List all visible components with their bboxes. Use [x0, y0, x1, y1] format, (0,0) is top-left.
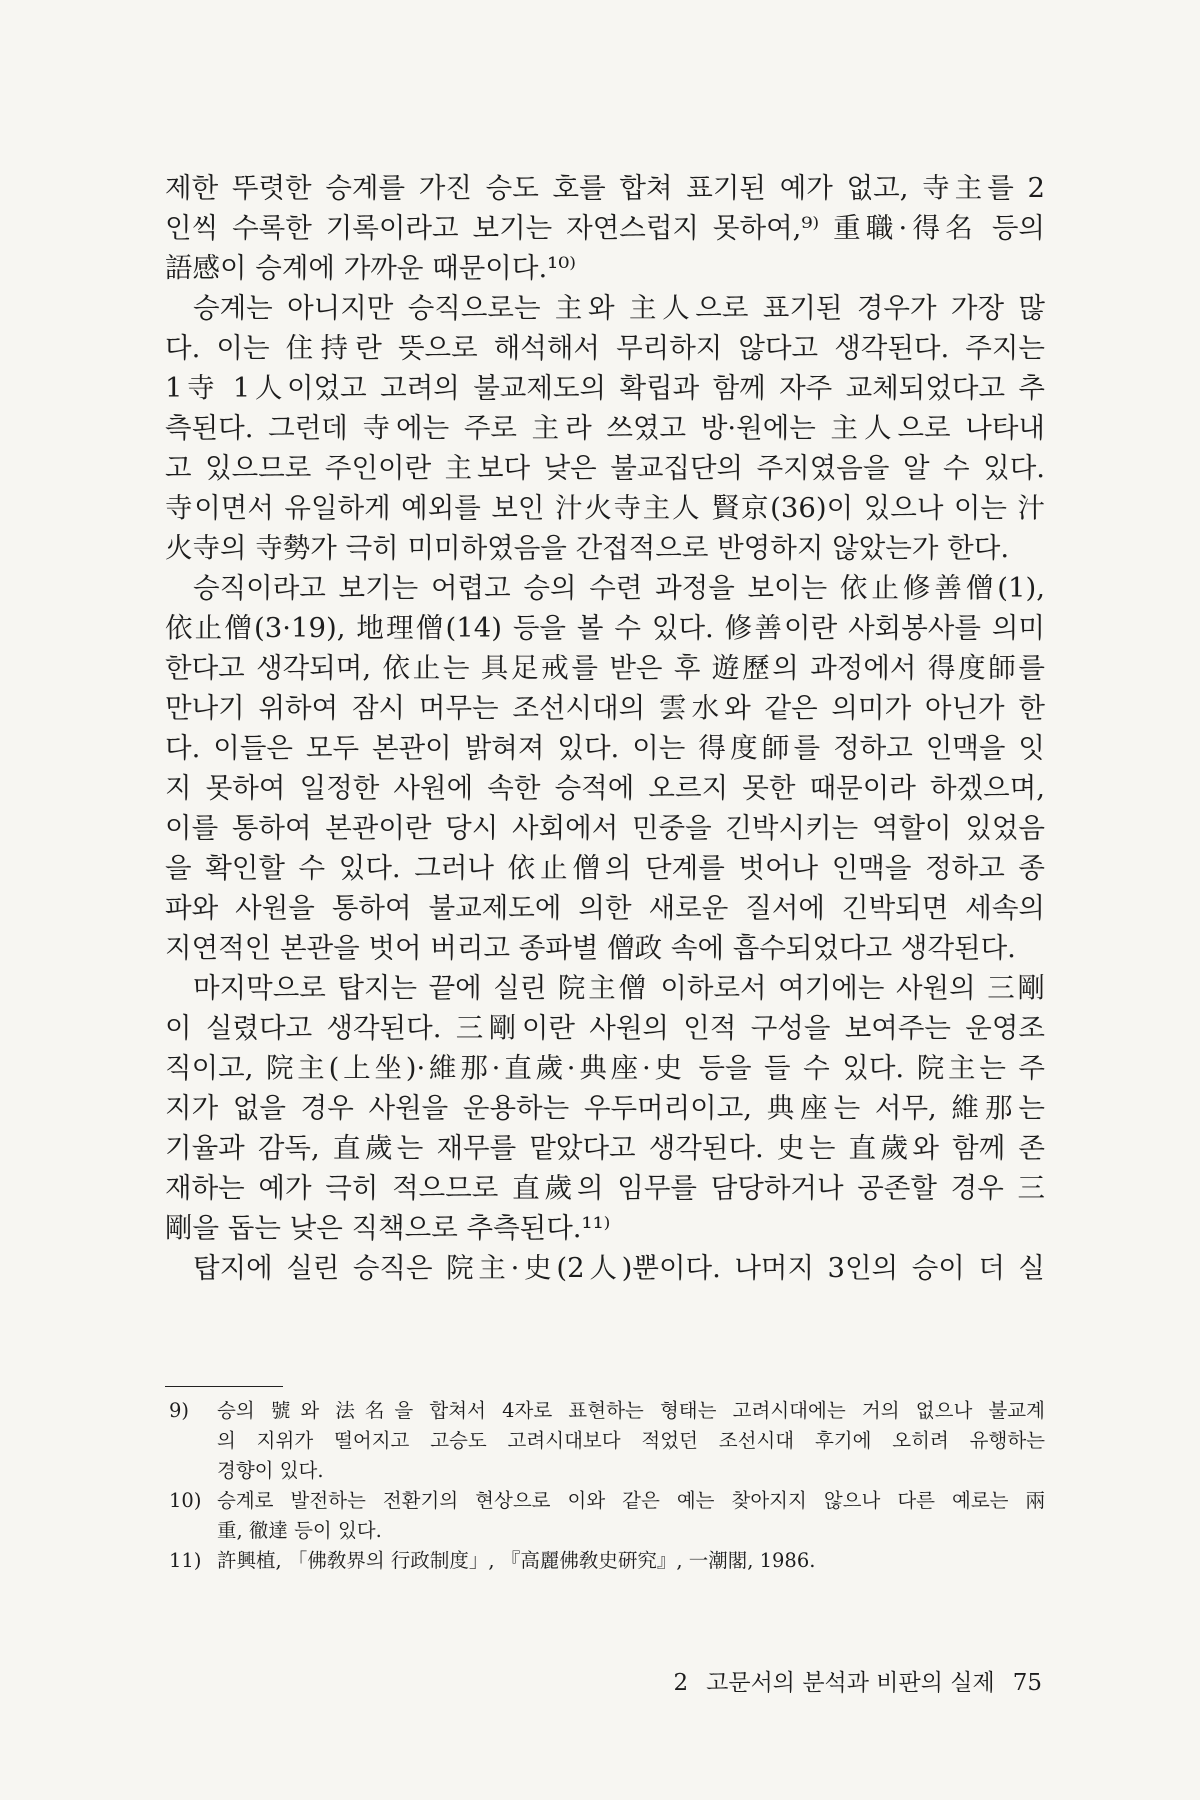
- text-line: 火寺의 寺勢가 극히 미미하였음을 간접적으로 반영하지 않았는가 한다.: [165, 532, 1010, 564]
- running-footer: [674, 1668, 1042, 1698]
- text-line: 寺이면서 유일하게 예외를 보인 汁火寺主人 賢京(36)이 있으나 이는 汁: [165, 492, 1045, 524]
- body-text: [165, 168, 1045, 1288]
- text-line: 직이고, 院主(上坐)·維那·直歲·典座·史 등을 들 수 있다. 院主는 주: [165, 1052, 1045, 1084]
- text-line: 파와 사원을 통하여 불교제도에 의한 새로운 질서에 긴박되면 세속의: [165, 892, 1045, 924]
- footnote-text: 경향이 있다.: [217, 1459, 324, 1482]
- footnote-number: 10): [169, 1489, 202, 1512]
- text-line: 을 확인할 수 있다. 그러나 依止僧의 단계를 벗어나 인맥을 정하고 종: [165, 852, 1045, 884]
- text-line: 지연적인 본관을 벗어 버리고 종파별 僧政 속에 흡수되었다고 생각된다.: [165, 932, 1016, 964]
- text-line: 승계는 아니지만 승직으로는 主와 主人으로 표기된 경우가 가장 많: [193, 292, 1045, 324]
- text-line: 다. 이들은 모두 본관이 밝혀져 있다. 이는 得度師를 정하고 인맥을 잇: [165, 732, 1045, 764]
- text-line: 지가 없을 경우 사원을 운용하는 우두머리이고, 典座는 서무, 維那는: [165, 1092, 1045, 1124]
- text-line: 만나기 위하여 잠시 머무는 조선시대의 雲水와 같은 의미가 아닌가 한: [165, 692, 1045, 724]
- text-line: 語感이 승계에 가까운 때문이다.¹⁰⁾: [165, 252, 576, 284]
- footnote-text: 重, 徹達 등이 있다.: [217, 1519, 382, 1542]
- footnote-number: 11): [169, 1549, 202, 1572]
- footnote-line: [165, 1546, 1045, 1576]
- footnotes: [165, 1396, 1045, 1576]
- text-line: 1寺 1人이었고 고려의 불교제도의 확립과 함께 자주 교체되었다고 추: [165, 372, 1045, 404]
- footnote-line: [165, 1486, 1045, 1516]
- text-line: 지 못하여 일정한 사원에 속한 승적에 오르지 못한 때문이라 하겠으며,: [165, 772, 1045, 804]
- text-line: 다. 이는 住持란 뜻으로 해석해서 무리하지 않다고 생각된다. 주지는: [165, 332, 1045, 364]
- text-line: 마지막으로 탑지는 끝에 실린 院主僧 이하로서 여기에는 사원의 三剛: [193, 972, 1045, 1004]
- text-line: 기율과 감독, 直歲는 재무를 맡았다고 생각된다. 史는 直歲와 함께 존: [165, 1132, 1045, 1164]
- text-line: 依止僧(3·19), 地理僧(14) 등을 볼 수 있다. 修善이란 사회봉사를 의미: [165, 612, 1045, 644]
- text-line: 승직이라고 보기는 어렵고 승의 수련 과정을 보이는 依止修善僧(1),: [193, 572, 1045, 604]
- text-line: 탑지에 실린 승직은 院主·史(2人)뿐이다. 나머지 3인의 승이 더 실: [193, 1252, 1045, 1284]
- text-line: 한다고 생각되며, 依止는 具足戒를 받은 후 遊歷의 과정에서 得度師를: [165, 652, 1045, 684]
- footnote-text: 승의 號와 法名을 합쳐서 4자로 표현하는 형태는 고려시대에는 거의 없으나 불교계: [217, 1399, 1045, 1422]
- text-line: 이 실렸다고 생각된다. 三剛이란 사원의 인적 구성을 보여주는 운영조: [165, 1012, 1045, 1044]
- footnote-text: 승계로 발전하는 전환기의 현상으로 이와 같은 예는 찾아지지 않으나 다른 예로는 兩: [217, 1489, 1045, 1512]
- footnote-number: 9): [169, 1399, 190, 1422]
- chapter-number: 2: [673, 1670, 689, 1696]
- text-line: 剛을 돕는 낮은 직책으로 추측된다.¹¹⁾: [165, 1212, 611, 1244]
- footnote-text: 의 지위가 떨어지고 고승도 고려시대보다 적었던 조선시대 후기에 오히려 유행하는: [217, 1429, 1045, 1452]
- footnote-line: [165, 1516, 1045, 1546]
- footnote-text: 許興植, 「佛敎界의 行政制度」, 『高麗佛敎史硏究』, 一潮閣, 1986.: [217, 1549, 816, 1572]
- footnote-line: [165, 1426, 1045, 1456]
- footnote-line: [165, 1396, 1045, 1426]
- text-line: 이를 통하여 본관이란 당시 사회에서 민중을 긴박시키는 역할이 있었음: [165, 812, 1045, 844]
- text-line: 인씩 수록한 기록이라고 보기는 자연스럽지 못하여,⁹⁾ 重職·得名 등의: [165, 212, 1045, 244]
- text-line: 측된다. 그런데 寺에는 주로 主라 쓰였고 방·원에는 主人으로 나타내: [165, 412, 1045, 444]
- page-number: 75: [1012, 1670, 1042, 1696]
- text-line: 제한 뚜렷한 승계를 가진 승도 호를 합쳐 표기된 예가 없고, 寺主를 2: [165, 172, 1045, 204]
- text-line: 재하는 예가 극히 적으므로 直歲의 임무를 담당하거나 공존할 경우 三: [165, 1172, 1045, 1204]
- chapter-title: 고문서의 분석과 비판의 실제: [706, 1670, 995, 1696]
- footnote-line: [165, 1456, 1045, 1486]
- text-line: 고 있으므로 주인이란 主보다 낮은 불교집단의 주지였음을 알 수 있다.: [165, 452, 1045, 484]
- footnote-divider: [165, 1386, 283, 1387]
